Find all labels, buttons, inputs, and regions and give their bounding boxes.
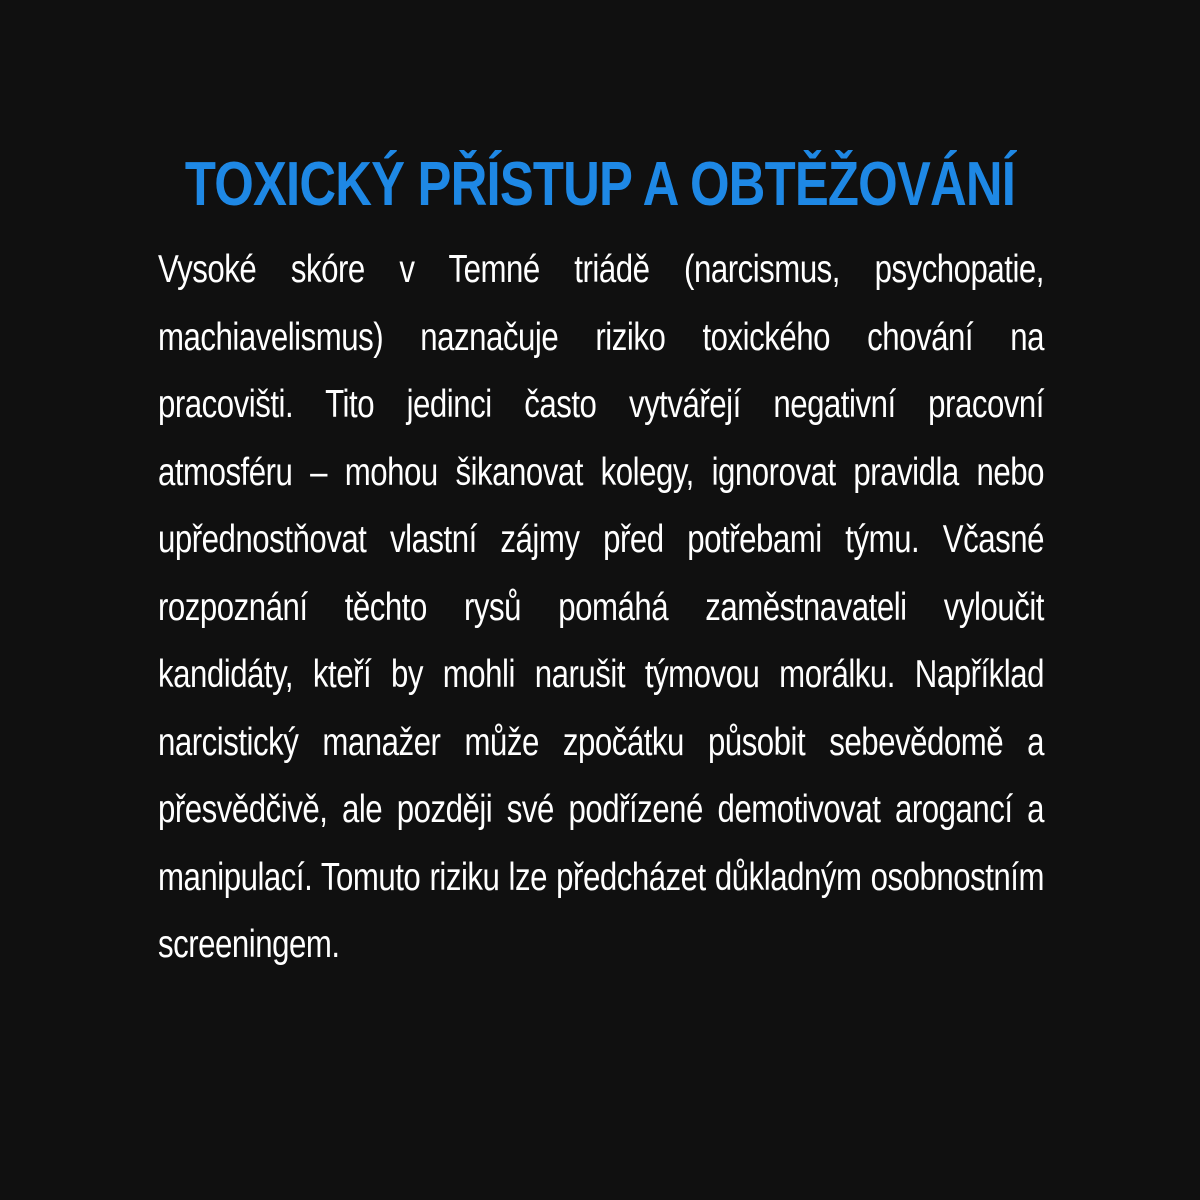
body-paragraph-text: Vysoké skóre v Temné triádě (narcismus, psychopatie, machiavelismus) naznačuje riziko toxického chování na pracovišti. Tito jedinci často vytvářejí negativní pracovní atmosféru – mohou šikanovat kolegy, ignorovat pravidla nebo upřednostňovat vlastní zájmy před potřebami týmu. Včasné rozpoznání těchto rysů pomáhá zaměstnavateli vyloučit kandidáty, kteří by mohli narušit týmovou morálku. Například narcistický manažer může zpočátku působit sebevědomě a přesvědčivě, ale později své podřízené demotivovat arogancí a manipulací. Tomuto riziku lze předcházet důkladným osobnostním screeningem.	[158, 248, 1044, 966]
page-title: TOXICKÝ PŘÍSTUP A OBTĚŽOVÁNÍ	[184, 150, 1016, 219]
body-paragraph	[158, 236, 1044, 979]
